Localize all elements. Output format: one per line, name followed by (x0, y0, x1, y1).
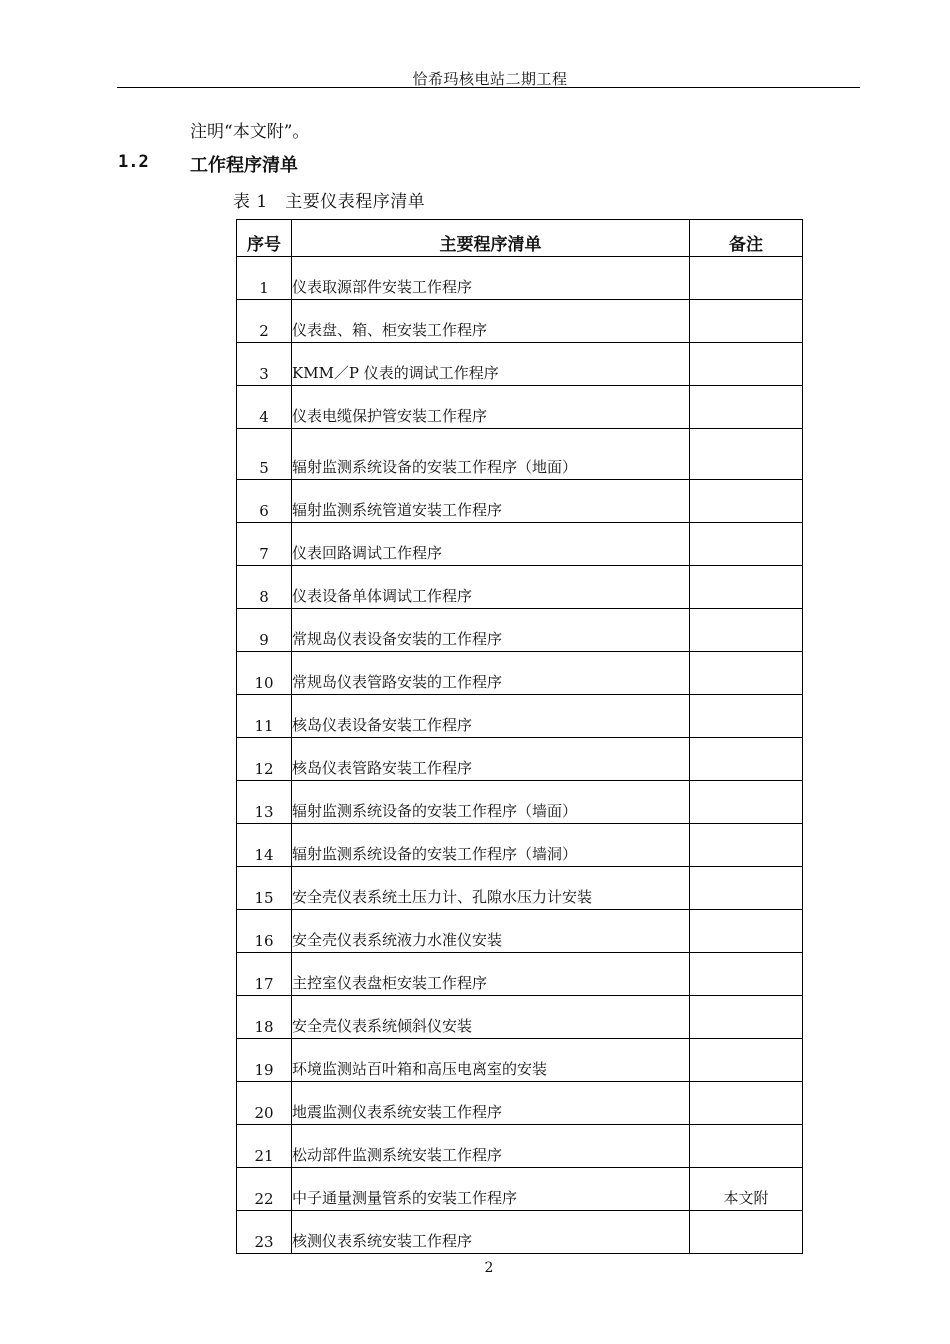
section-title: 工作程序清单 (190, 155, 298, 176)
row-index: 19 (237, 1039, 292, 1082)
row-remark (690, 652, 803, 695)
row-index: 15 (237, 867, 292, 910)
row-index: 18 (237, 996, 292, 1039)
row-procedure-name: 仪表取源部件安装工作程序 (292, 257, 690, 300)
row-remark (690, 343, 803, 386)
table-row (237, 523, 803, 566)
table-row (237, 867, 803, 910)
table-caption: 表 1 主要仪表程序清单 (233, 192, 426, 212)
row-procedure-name: 核测仪表系统安装工作程序 (292, 1211, 690, 1254)
table-row (237, 953, 803, 996)
row-index: 5 (237, 429, 292, 480)
row-index: 12 (237, 738, 292, 781)
table-row (237, 609, 803, 652)
table-row (237, 996, 803, 1039)
row-procedure-name: 仪表电缆保护管安装工作程序 (292, 386, 690, 429)
table-row (237, 386, 803, 429)
table-row (237, 824, 803, 867)
row-remark (690, 1082, 803, 1125)
header-index: 序号 (237, 220, 292, 257)
table-row (237, 429, 803, 480)
row-remark (690, 781, 803, 824)
row-index: 22 (237, 1168, 292, 1211)
note-text: 注明“本文附”。 (190, 122, 310, 142)
row-remark (690, 1211, 803, 1254)
header-procedure: 主要程序清单 (292, 220, 690, 257)
row-index: 2 (237, 300, 292, 343)
row-index: 4 (237, 386, 292, 429)
table-row (237, 566, 803, 609)
table-row (237, 480, 803, 523)
row-remark (690, 523, 803, 566)
page-header-title: 恰希玛核电站二期工程 (412, 70, 568, 88)
row-index: 13 (237, 781, 292, 824)
row-remark (690, 738, 803, 781)
page-number: 2 (484, 1260, 494, 1276)
row-index: 16 (237, 910, 292, 953)
row-remark (690, 429, 803, 480)
row-procedure-name: 安全壳仪表系统倾斜仪安装 (292, 996, 690, 1039)
row-remark (690, 867, 803, 910)
row-procedure-name: 辐射监测系统设备的安装工作程序（墙面） (292, 781, 690, 824)
row-procedure-name: 仪表盘、箱、柜安装工作程序 (292, 300, 690, 343)
table-row (237, 1082, 803, 1125)
row-index: 23 (237, 1211, 292, 1254)
row-procedure-name: 仪表设备单体调试工作程序 (292, 566, 690, 609)
row-procedure-name: 辐射监测系统设备的安装工作程序（墙洞） (292, 824, 690, 867)
table-row (237, 1125, 803, 1168)
row-remark (690, 695, 803, 738)
procedure-table (236, 219, 803, 1254)
row-index: 21 (237, 1125, 292, 1168)
row-procedure-name: 松动部件监测系统安装工作程序 (292, 1125, 690, 1168)
row-remark (690, 257, 803, 300)
row-index: 9 (237, 609, 292, 652)
row-procedure-name: 辐射监测系统设备的安装工作程序（地面） (292, 429, 690, 480)
row-index: 14 (237, 824, 292, 867)
row-procedure-name: 核岛仪表管路安装工作程序 (292, 738, 690, 781)
row-procedure-name: 常规岛仪表管路安装的工作程序 (292, 652, 690, 695)
row-index: 10 (237, 652, 292, 695)
row-remark (690, 996, 803, 1039)
row-index: 1 (237, 257, 292, 300)
row-procedure-name: 仪表回路调试工作程序 (292, 523, 690, 566)
row-remark: 本文附 (690, 1168, 803, 1211)
table-row (237, 1168, 803, 1211)
row-remark (690, 300, 803, 343)
table-row (237, 1211, 803, 1254)
row-remark (690, 386, 803, 429)
table-row (237, 257, 803, 300)
table-row (237, 781, 803, 824)
row-remark (690, 910, 803, 953)
row-procedure-name: 安全壳仪表系统液力水准仪安装 (292, 910, 690, 953)
row-procedure-name: 安全壳仪表系统土压力计、孔隙水压力计安装 (292, 867, 690, 910)
row-index: 17 (237, 953, 292, 996)
header-remark: 备注 (690, 220, 803, 257)
row-index: 20 (237, 1082, 292, 1125)
row-procedure-name: KMM／P 仪表的调试工作程序 (292, 343, 690, 386)
row-index: 6 (237, 480, 292, 523)
table-header-row (237, 220, 803, 257)
section-number: 1.2 (118, 152, 149, 172)
row-remark (690, 1039, 803, 1082)
row-procedure-name: 地震监测仪表系统安装工作程序 (292, 1082, 690, 1125)
row-index: 8 (237, 566, 292, 609)
row-remark (690, 566, 803, 609)
row-procedure-name: 辐射监测系统管道安装工作程序 (292, 480, 690, 523)
row-procedure-name: 常规岛仪表设备安装的工作程序 (292, 609, 690, 652)
table-row (237, 343, 803, 386)
row-procedure-name: 环境监测站百叶箱和高压电离室的安装 (292, 1039, 690, 1082)
row-procedure-name: 中子通量测量管系的安装工作程序 (292, 1168, 690, 1211)
row-remark (690, 609, 803, 652)
table-row (237, 910, 803, 953)
row-index: 3 (237, 343, 292, 386)
row-remark (690, 953, 803, 996)
table-row (237, 738, 803, 781)
row-procedure-name: 主控室仪表盘柜安装工作程序 (292, 953, 690, 996)
row-remark (690, 1125, 803, 1168)
table-row (237, 652, 803, 695)
header-rule (117, 87, 860, 88)
table-row (237, 695, 803, 738)
row-procedure-name: 核岛仪表设备安装工作程序 (292, 695, 690, 738)
table-row (237, 300, 803, 343)
row-remark (690, 824, 803, 867)
table-row (237, 1039, 803, 1082)
row-remark (690, 480, 803, 523)
row-index: 11 (237, 695, 292, 738)
row-index: 7 (237, 523, 292, 566)
